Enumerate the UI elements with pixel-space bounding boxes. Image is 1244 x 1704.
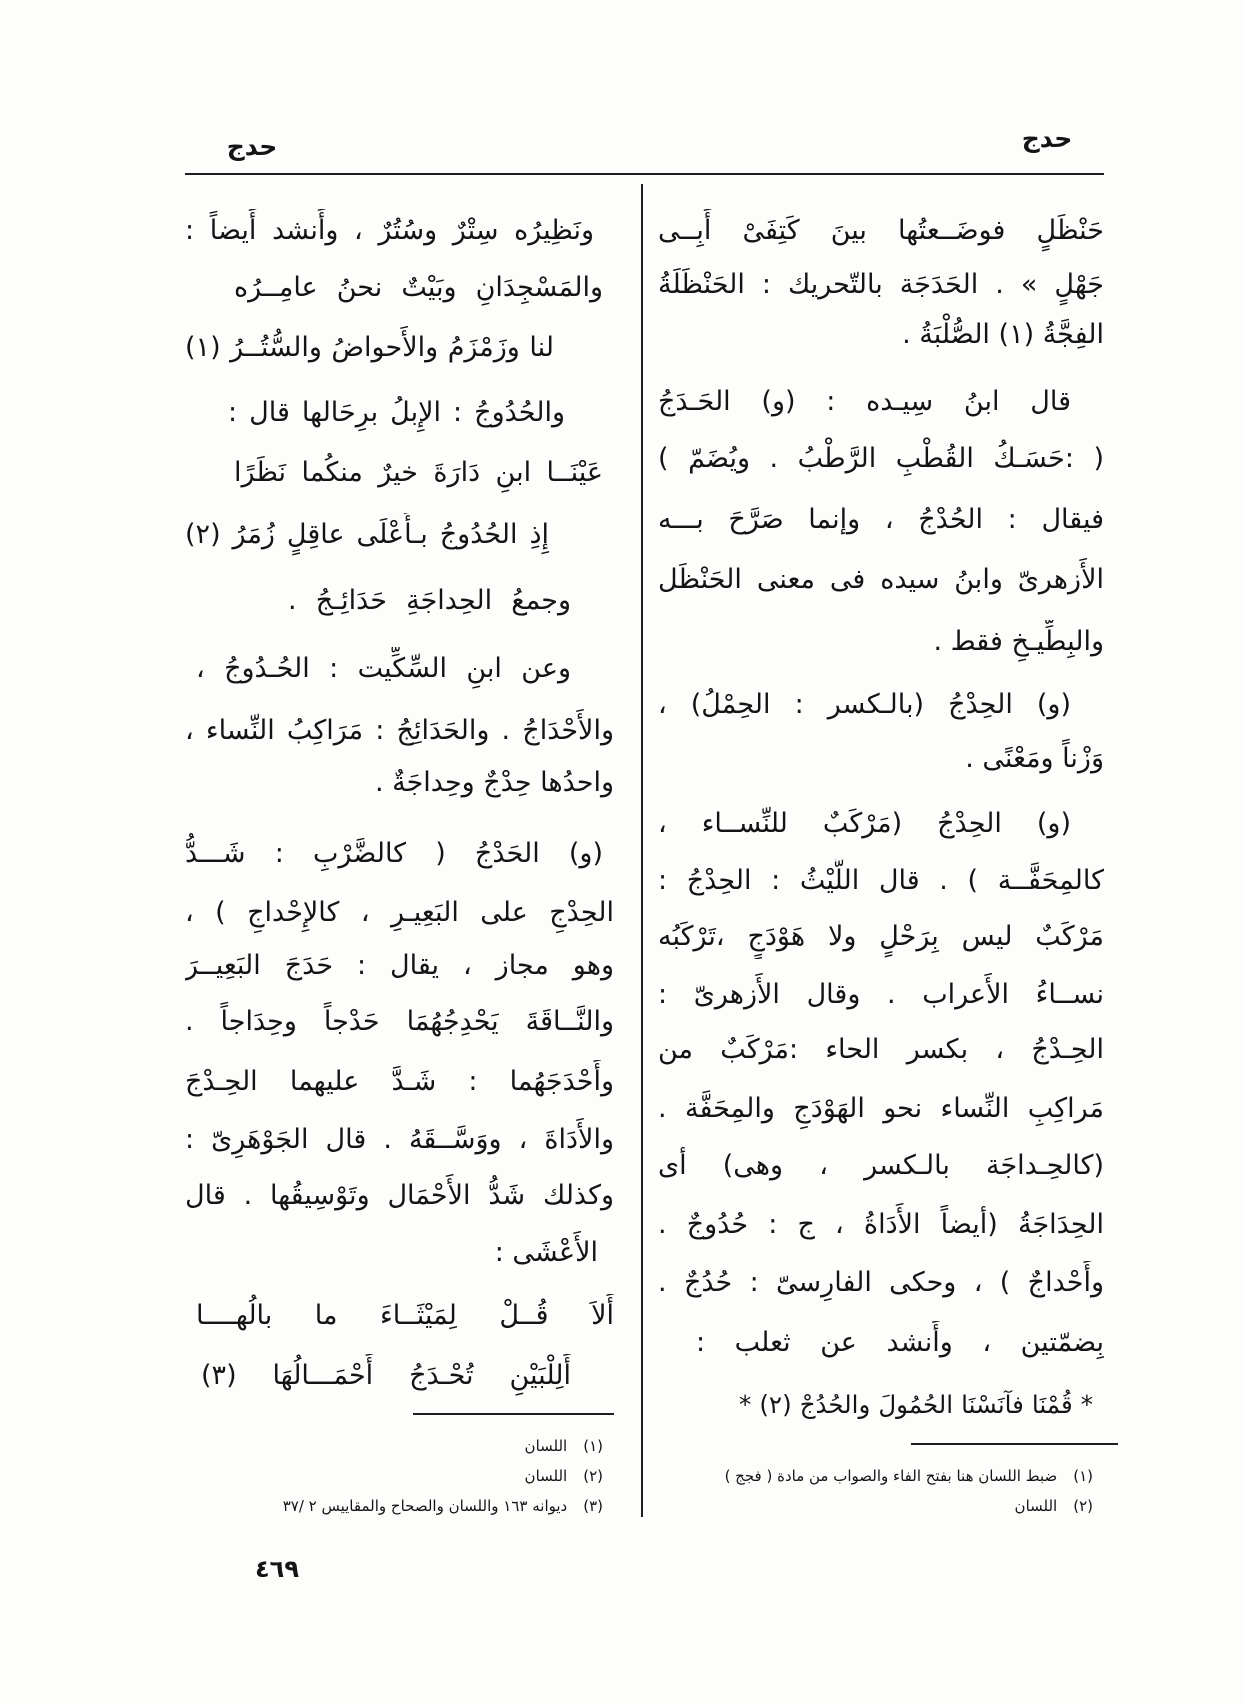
text-line: والنَّــاقَةَ يَحْدِجُهُمَا حَدْجاً وحِدَاجاً . [185,1006,614,1037]
text-line: مَرْكَبٌ ليس بِرَحْلٍ ولا هَوْدَجٍ ،تَرْكَبُه [658,921,1104,952]
footnote-text: ديوانه ١٦٣ واللسان والصحاح والمقاييس ٢ /٣٧ [282,1497,568,1515]
text-line: قال ابنُ سِيـده : (و) الحَـدَجُ [658,386,1071,417]
text-line: (كالحِـداجَة بالـكسر ، وهى) أى [658,1150,1104,1181]
text-line: (و) الحِدْجُ (مَرْكَبٌ للنِّســاء ، [658,808,1071,839]
text-line: بِضمّتين ، وأَنشد عن ثعلب : [696,1327,1104,1358]
verse-line: إِذِ الحُدُوجُ بـأَعْلَى عاقِلٍ زُمَرُ (٢) [185,519,549,550]
text-line: (و) الحِدْجُ (بالـكسر : الحِمْلُ) ، [658,689,1071,720]
text-line: وأَحْداجٌ ) ، وحكى الفارِسىّ : حُدُجٌ . [658,1267,1104,1298]
footnote-marker: (١) [1073,1467,1093,1485]
verse-line: لنا وزَمْزَمُ والأَحواضُ والسُّتُــرُ (١) [185,332,554,363]
text-line: الفِجَّةُ (١) الصُّلْبَةُ . [902,319,1104,350]
footnote [185,1463,603,1489]
text-line: وأَحْدَجَهُما : شَـدَّ عليهما الحِـدْجَ [185,1066,614,1097]
running-head-left: حدج [226,132,278,161]
text-line: والأَدَاةَ ، ووَسَّــقَهُ . قال الجَوْهَرِىّ : [185,1124,614,1155]
text-line: جَهْلٍ » . الحَدَجَة بالتّحريك : الحَنْظَلَةُ [658,269,1104,300]
verse-line: * قُمْنَا فآنَسْنَا الحُمُولَ والحُدُجْ (٢) * [739,1390,1093,1419]
running-head-right: حدج [1021,124,1073,153]
footnote [185,1433,603,1459]
footnote-text: اللسان [524,1437,568,1455]
footnote-text: ضبط اللسان هنا بفتح الفاء والصواب من مادة ( فجج ) [724,1467,1058,1485]
footnote [658,1463,1093,1489]
text-line: (و) الحَدْجُ ( كالضَّرْبِ : شَـــدُّ [185,838,603,869]
text-line: الحِـدْجُ ، بكسر الحاء :مَرْكَبٌ من [658,1034,1104,1065]
text-line: وجمعُ الحِداجَةِ حَدَائِـجُ . [288,585,571,616]
left-column [185,0,614,1704]
footnote [185,1493,603,1519]
text-line: ( :حَسَـكُ القُطْبِ الرَّطْبُ . ويُضَمّ ) [658,443,1104,474]
verse-line: والمَسْجِدَانِ وبَيْتٌ نحنُ عامِــرُه [234,272,603,303]
text-line: والحُدُوجُ : الإِبلُ برِحَالها قال : [228,397,565,428]
text-line: مَراكِبِ النِّساء نحو الهَوْدَجِ والمِحَفَّة . [658,1093,1104,1124]
footnote-marker: (١) [583,1437,603,1455]
verse-line: أَلِلْبَيْنِ تُحْـدَجُ أَحْمَـــالُهَا (٣) [201,1360,571,1391]
right-column [658,0,1104,1704]
text-line: والأَحْدَاجُ . والحَدَائِجُ : مَرَاكِبُ النِّساء ، [185,715,614,746]
verse-line: عَيْنَــا ابنِ دَارَةَ خيرٌ منكُما نَظَرًا [234,457,603,488]
footnote-text: اللسان [524,1467,568,1485]
text-line: والبِطِّيـخِ فقط . [933,626,1104,657]
text-line: ونَظِيرُه سِتْرٌ وسُتُرٌ ، وأَنشد أَيضاً : [185,215,594,246]
text-line: الحِدْجِ على البَعِيـرِ ، كالإِحْداجِ ) ، [185,897,614,928]
text-line: نســاءُ الأَعراب . وقال الأَزهرىّ : [658,979,1104,1010]
page-number: ٤٦٩ [255,1555,299,1583]
footnote-marker: (٣) [583,1497,603,1515]
footnote [658,1493,1093,1519]
footnote-marker: (٢) [583,1467,603,1485]
text-line: الحِدَاجَةُ (أيضاً الأَدَاةُ ، ج : حُدُوجٌ . [658,1209,1104,1240]
text-line: حَنْظَلٍ فوضَــعتُها بينَ كَتِفَىْ أَبِــى [658,215,1104,246]
text-line: فيقال : الحُدْجُ ، وإنما صَرَّحَ بـــه [658,504,1104,535]
footnote-marker: (٢) [1073,1497,1093,1515]
text-line: وعن ابنِ السِّكِّيت : الحُـدُوجُ ، [196,653,571,684]
verse-line: أَلاَ قُــلْ لِمَيْثَــاءَ ما بالُهــــا [196,1300,614,1331]
text-line: كالمِحَفَّــة ) . قال اللَّيْثُ : الحِدْجُ : [658,865,1104,896]
text-line: الأَزهرىّ وابنُ سيده فى معنى الحَنْظَل [658,564,1104,595]
footnote-text: اللسان [1014,1497,1058,1515]
text-line: وهو مجاز ، يقال : حَدَجَ البَعِيــرَ [185,950,614,981]
text-line: وَزْناً ومَعْنًى . [965,743,1104,774]
text-line: وكذلك شَدُّ الأَحْمَال وتَوْسِيقُها . قال [185,1180,614,1211]
column-divider [641,184,643,1517]
text-line: الأَعْشَى : [494,1237,598,1268]
text-line: واحدُها حِدْجٌ وحِداجَةٌ . [374,767,614,798]
